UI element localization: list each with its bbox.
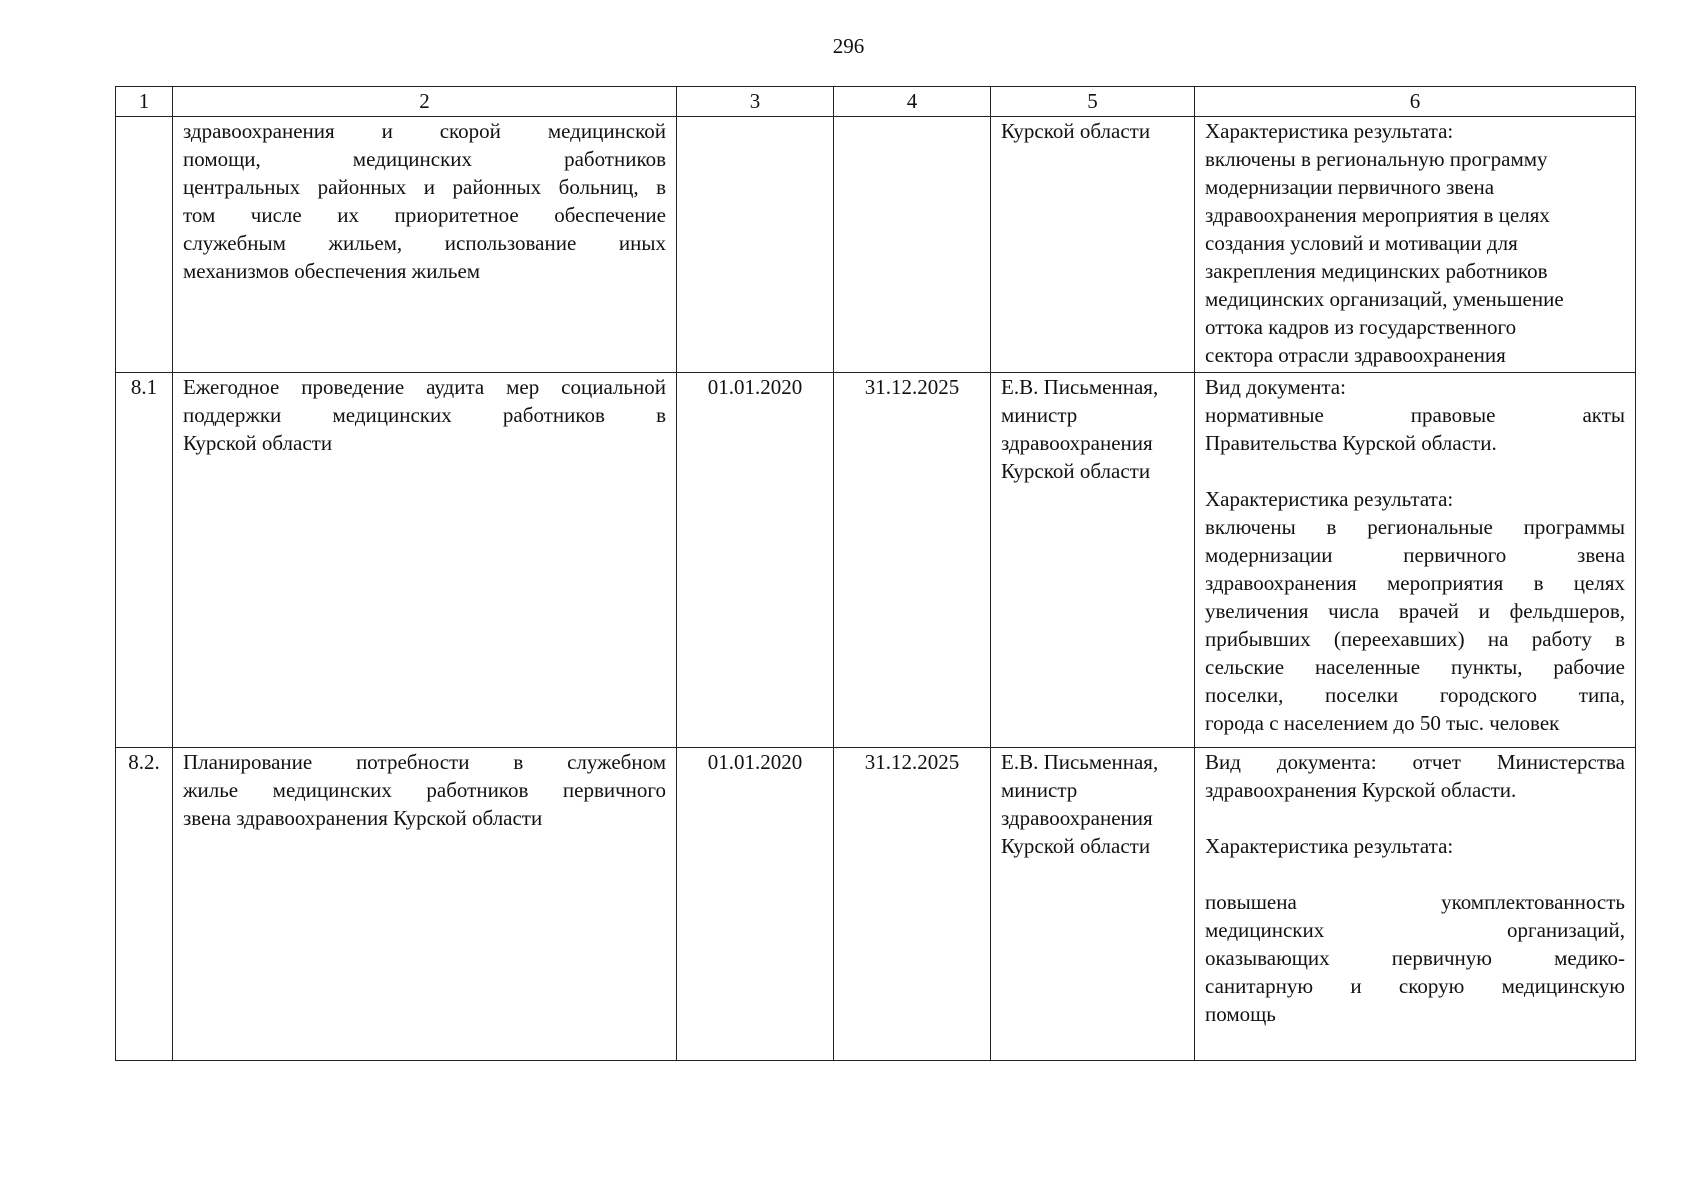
paragraph-gap bbox=[1205, 804, 1625, 832]
end-date: 31.12.2025 bbox=[834, 373, 991, 748]
result-line: Характеристика результата: bbox=[1205, 119, 1454, 143]
result-line: повышена укомплектованность bbox=[1205, 890, 1625, 914]
responsible-line: Е.В. Письменная, bbox=[1001, 375, 1159, 399]
description-line: жилье медицинских работников первичного bbox=[183, 778, 666, 802]
result-line: здравоохранения Курской области. bbox=[1205, 778, 1517, 802]
table-row bbox=[116, 373, 1636, 748]
description-line: служебным жильем, использование иных bbox=[183, 231, 666, 255]
result-line: Вид документа: bbox=[1205, 375, 1346, 399]
result-line: медицинских организаций, bbox=[1205, 918, 1625, 942]
description-line: Планирование потребности в служебном bbox=[183, 750, 666, 774]
header-col-6: 6 bbox=[1195, 87, 1636, 117]
responsible-line: Курской области bbox=[1001, 834, 1151, 858]
end-date bbox=[834, 117, 991, 373]
responsible-person bbox=[991, 748, 1195, 1061]
row-number: 8.1 bbox=[116, 373, 173, 748]
header-row bbox=[116, 87, 1636, 117]
result-description bbox=[1195, 748, 1636, 1061]
description-line: том числе их приоритетное обеспечение bbox=[183, 203, 666, 227]
responsible-line: Курской области bbox=[1001, 119, 1151, 143]
result-line: Правительства Курской области. bbox=[1205, 431, 1497, 455]
responsible-line: министр bbox=[1001, 778, 1078, 802]
responsible-line: Курской области bbox=[1001, 459, 1151, 483]
result-line: прибывших (переехавших) на работу в bbox=[1205, 627, 1625, 651]
paragraph-gap bbox=[1205, 860, 1625, 888]
description-line: центральных районных и районных больниц, в bbox=[183, 175, 666, 199]
responsible-line: Е.В. Письменная, bbox=[1001, 750, 1159, 774]
result-line: Вид документа: отчет Министерства bbox=[1205, 750, 1625, 774]
start-date: 01.01.2020 bbox=[677, 748, 834, 1061]
end-date: 31.12.2025 bbox=[834, 748, 991, 1061]
responsible-line: министр bbox=[1001, 403, 1078, 427]
responsible-person bbox=[991, 373, 1195, 748]
description-line: помощи, медицинских работников bbox=[183, 147, 666, 171]
plan-table bbox=[115, 86, 1636, 1061]
result-line: создания условий и мотивации для bbox=[1205, 231, 1518, 255]
measure-description bbox=[173, 748, 677, 1061]
description-line: здравоохранения и скорой медицинской bbox=[183, 119, 666, 143]
header-col-4: 4 bbox=[834, 87, 991, 117]
result-description bbox=[1195, 373, 1636, 748]
result-line: оказывающих первичную медико- bbox=[1205, 946, 1625, 970]
start-date: 01.01.2020 bbox=[677, 373, 834, 748]
result-line: включены в региональные программы bbox=[1205, 515, 1625, 539]
header-col-2: 2 bbox=[173, 87, 677, 117]
responsible-person bbox=[991, 117, 1195, 373]
result-line: нормативные правовые акты bbox=[1205, 403, 1625, 427]
description-line: механизмов обеспечения жильем bbox=[183, 259, 481, 283]
responsible-line: здравоохранения bbox=[1001, 431, 1153, 455]
description-line: Ежегодное проведение аудита мер социальной bbox=[183, 375, 666, 399]
result-line: Характеристика результата: bbox=[1205, 487, 1454, 511]
responsible-line: здравоохранения bbox=[1001, 806, 1153, 830]
description-line: Курской области bbox=[183, 431, 333, 455]
result-line: увеличения числа врачей и фельдшеров, bbox=[1205, 599, 1625, 623]
measure-description bbox=[173, 373, 677, 748]
result-line: сектора отрасли здравоохранения bbox=[1205, 343, 1506, 367]
result-description bbox=[1195, 117, 1636, 373]
header-col-5: 5 bbox=[991, 87, 1195, 117]
page-number: 296 bbox=[832, 34, 865, 58]
measure-description bbox=[173, 117, 677, 373]
result-line: оттока кадров из государственного bbox=[1205, 315, 1517, 339]
result-line: помощь bbox=[1205, 1002, 1276, 1026]
result-line: санитарную и скорую медицинскую bbox=[1205, 974, 1625, 998]
header-col-3: 3 bbox=[677, 87, 834, 117]
result-line: Характеристика результата: bbox=[1205, 834, 1454, 858]
result-line: включены в региональную программу bbox=[1205, 147, 1548, 171]
result-line: медицинских организаций, уменьшение bbox=[1205, 287, 1564, 311]
paragraph-gap bbox=[1205, 457, 1625, 485]
result-line: здравоохранения мероприятия в целях bbox=[1205, 203, 1550, 227]
description-line: поддержки медицинских работников в bbox=[183, 403, 666, 427]
result-line: поселки, поселки городского типа, bbox=[1205, 683, 1625, 707]
table-row bbox=[116, 117, 1636, 373]
header-col-1: 1 bbox=[116, 87, 173, 117]
description-line: звена здравоохранения Курской области bbox=[183, 806, 543, 830]
start-date bbox=[677, 117, 834, 373]
row-number: 8.2. bbox=[116, 748, 173, 1061]
result-line: закрепления медицинских работников bbox=[1205, 259, 1548, 283]
row-number bbox=[116, 117, 173, 373]
result-line: модернизации первичного звена bbox=[1205, 543, 1625, 567]
result-line: здравоохранения мероприятия в целях bbox=[1205, 571, 1625, 595]
result-line: модернизации первичного звена bbox=[1205, 175, 1495, 199]
result-line: города с населением до 50 тыс. человек bbox=[1205, 711, 1560, 735]
result-line: сельские населенные пункты, рабочие bbox=[1205, 655, 1625, 679]
table-row bbox=[116, 748, 1636, 1061]
